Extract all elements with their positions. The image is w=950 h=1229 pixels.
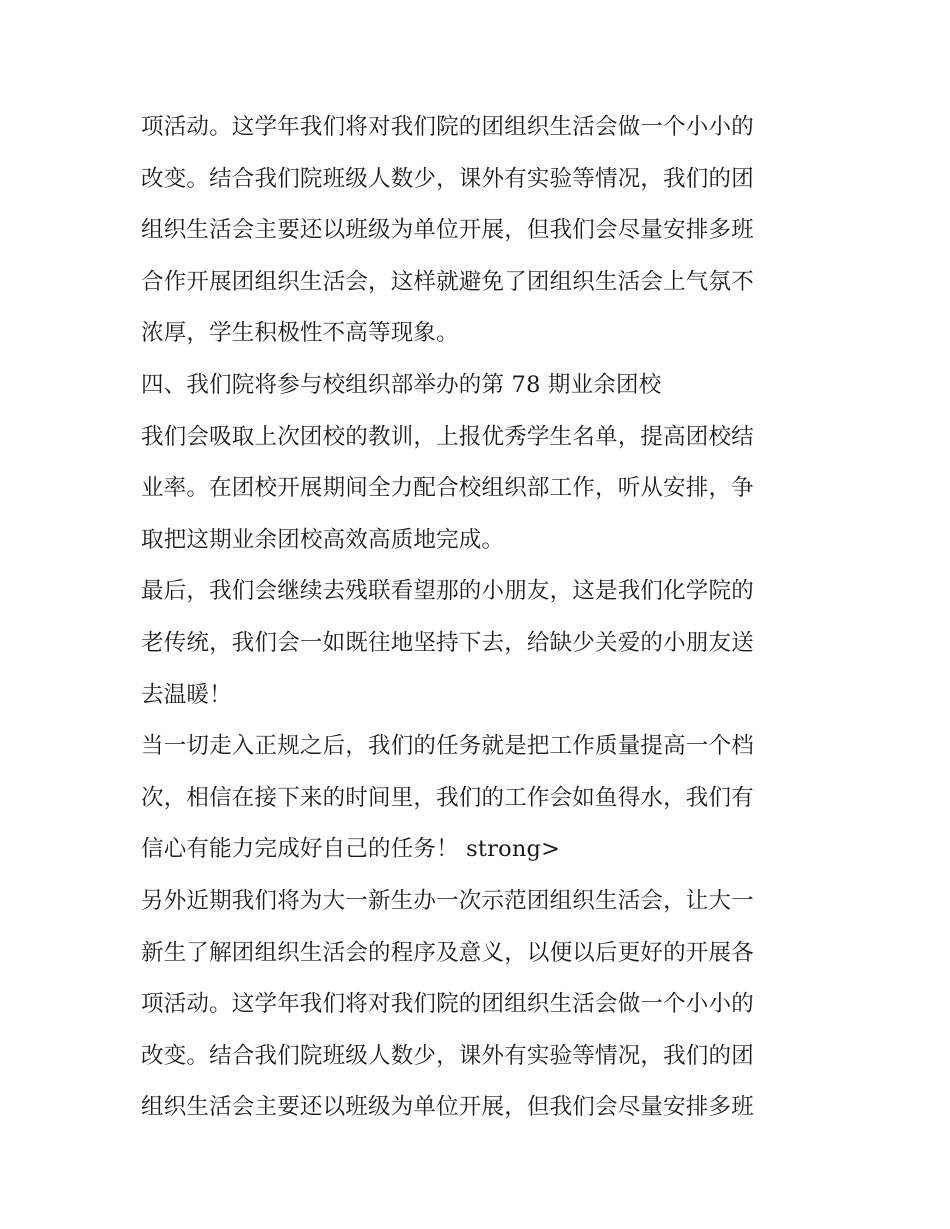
- text-line: 次，相信在接下来的时间里，我们的工作会如鱼得水，我们有: [141, 784, 754, 811]
- text-line: 另外近期我们将为大一新生办一次示范团组织生活会，让大一: [141, 887, 754, 914]
- text-line: 取把这期业余团校高效高质地完成。: [141, 526, 505, 553]
- text-line: 业率。在团校开展期间全力配合校组织部工作，听从安排，争: [141, 475, 754, 502]
- text-line: 改变。结合我们院班级人数少，课外有实验等情况，我们的团: [141, 1042, 754, 1069]
- section-heading: 四、我们院将参与校组织部举办的第 78 期业余团校: [141, 371, 662, 398]
- text-line: 我们会吸取上次团校的教训，上报优秀学生名单，提高团校结: [141, 423, 754, 450]
- text-line: 信心有能力完成好自己的任务！ strong>: [141, 836, 561, 863]
- text-line: 新生了解团组织生活会的程序及意义，以便以后更好的开展各: [141, 939, 754, 966]
- text-line: 项活动。这学年我们将对我们院的团组织生活会做一个小小的: [141, 991, 754, 1018]
- text-line: 合作开展团组织生活会，这样就避免了团组织生活会上气氛不: [141, 268, 754, 295]
- text-line: 当一切走入正规之后，我们的任务就是把工作质量提高一个档: [141, 733, 754, 760]
- text-line: 改变。结合我们院班级人数少，课外有实验等情况，我们的团: [141, 165, 754, 192]
- text-line: 浓厚，学生积极性不高等现象。: [141, 320, 459, 347]
- text-line: 去温暖！: [141, 681, 232, 708]
- text-line: 老传统，我们会一如既往地坚持下去，给缺少关爱的小朋友送: [141, 629, 754, 656]
- document-body: [141, 102, 813, 1134]
- text-line: 最后，我们会继续去残联看望那的小朋友，这是我们化学院的: [141, 578, 754, 605]
- text-line: 项活动。这学年我们将对我们院的团组织生活会做一个小小的: [141, 114, 754, 140]
- text-line: 组织生活会主要还以班级为单位开展，但我们会尽量安排多班: [141, 217, 754, 244]
- text-line: 组织生活会主要还以班级为单位开展，但我们会尽量安排多班: [141, 1094, 754, 1121]
